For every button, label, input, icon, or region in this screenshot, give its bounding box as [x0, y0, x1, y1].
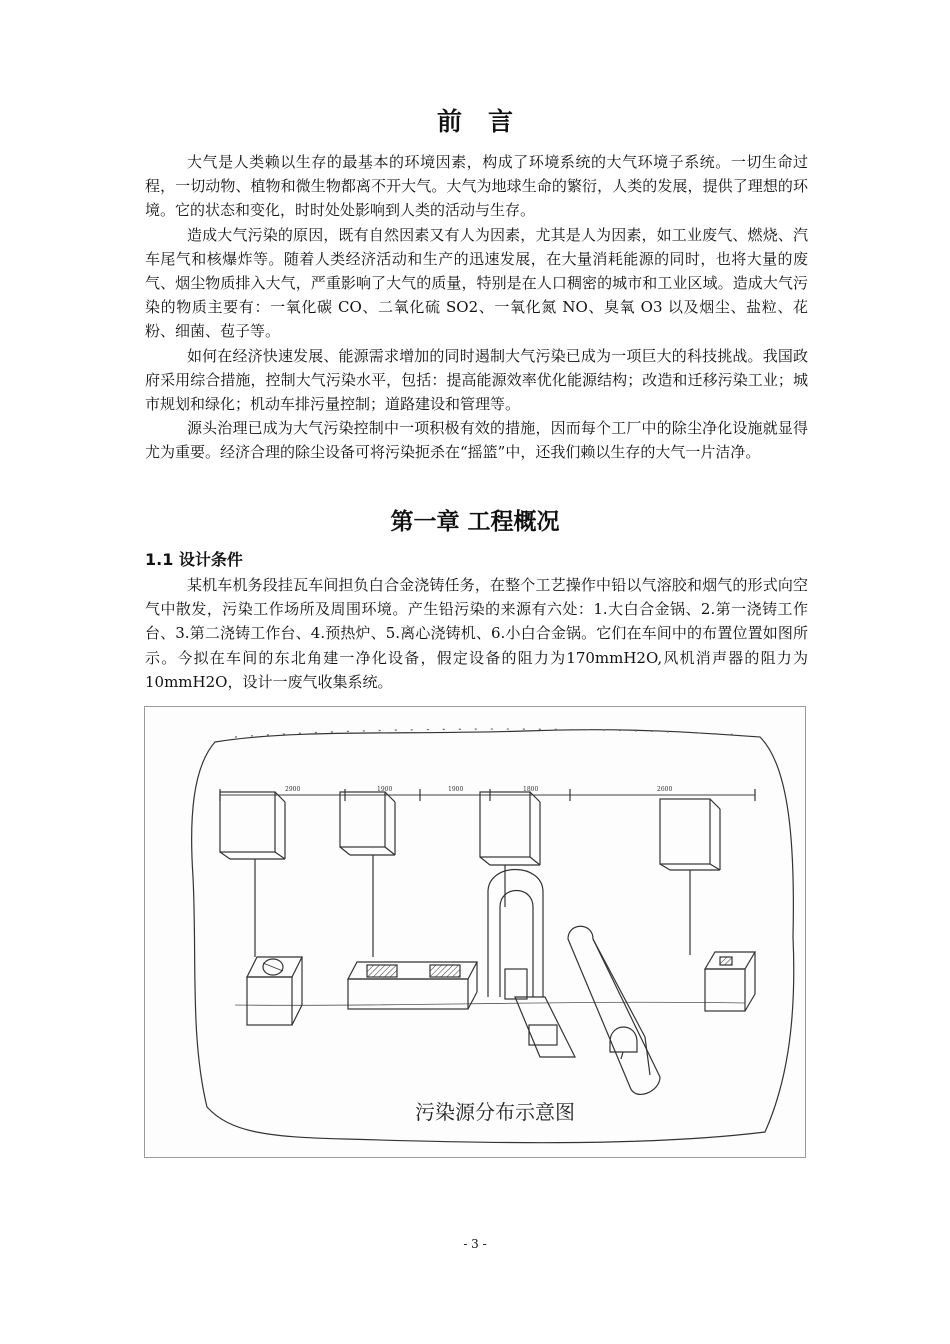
preface-paragraph-3: 如何在经济快速发展、能源需求增加的同时遏制大气污染已成为一项巨大的科技挑战。我国政府采用综合措施，控制大气污染水平，包括：提高能源效率优化能源结构；改造和迁移污染工业；城市规划和绿化；机动车排污量控制；道路建设和管理等。 — [145, 346, 808, 414]
workshop-layout-drawing — [145, 707, 805, 1157]
source-large-alloy-pot — [247, 957, 302, 1025]
hood-2 — [340, 792, 395, 855]
page-number: - 3 - — [463, 1237, 487, 1251]
pollution-source-figure — [144, 706, 806, 1158]
section-paragraph: 某机车机务段挂瓦车间担负白合金浇铸任务，在整个工艺操作中铅以气溶胶和烟气的形式向空气中散发，污染工作场所及周围环境。产生铅污染的来源有六处：1.大白合金锅、2.第一浇铸工作台、3.第二浇铸工作台、4.预热炉、5.离心浇铸机、6.小白合金锅。它们在车间中的布置位置如图所示。今拟在车间的东北角建一净化设备，假定设备的阻力为170mmH2O,风机消声器的阻力为10mmH2O，设计一废气收集系统。 — [145, 576, 808, 691]
preface-body — [145, 150, 808, 465]
hood-1 — [220, 792, 285, 859]
dim-label-1: 2900 — [285, 786, 301, 793]
hood-3 — [480, 792, 540, 865]
dim-label-2: 1900 — [377, 786, 393, 793]
preface-paragraph-2: 造成大气污染的原因，既有自然因素又有人为因素，尤其是人为因素，如工业废气、燃烧、汽车尾气和核爆炸等。随着人类经济活动和生产的迅速发展，在大量消耗能源的同时，也将大量的废气、烟尘物质排入大气，严重影响了大气的质量，特别是在人口稠密的城市和工业区域。造成大气污染的物质主要有：一氧化碳 CO、二氧化硫 SO2、一氧化氮 NO、臭氧 O3 以及烟尘、盐粒、花粉、细菌、苞子等。 — [145, 225, 808, 341]
figure-caption: 污染源分布示意图 — [415, 1100, 575, 1124]
source-small-alloy-pot — [705, 952, 755, 1011]
preface-title: 前言 — [436, 107, 539, 136]
dim-label-3: 1900 — [448, 786, 464, 793]
preface-paragraph-1: 大气是人类赖以生存的最基本的环境因素，构成了环境系统的大气环境子系统。一切生命过程，一切动物、植物和微生物都离不开大气。大气为地球生命的繁衍，人类的发展，提供了理想的环境。它的状态和变化，时时处处影响到人类的活动与生存。 — [145, 153, 808, 220]
chapter-title: 第一章 工程概况 — [390, 509, 560, 535]
dim-label-4: 1800 — [523, 786, 539, 793]
section-body — [145, 573, 808, 694]
hood-4 — [660, 799, 720, 870]
source-preheat-furnace — [488, 870, 575, 1058]
section-heading: 1.1 设计条件 — [145, 550, 243, 569]
source-centrifugal-caster — [568, 926, 660, 1094]
preface-paragraph-4: 源头治理已成为大气污染控制中一项积极有效的措施，因而每个工厂中的除尘净化设施就显得尤为重要。经济合理的除尘设备可将污染扼杀在“摇篮”中，还我们赖以生存的大气一片洁净。 — [145, 419, 808, 462]
source-casting-tables — [348, 962, 477, 1009]
dim-label-5: 2600 — [657, 786, 673, 793]
